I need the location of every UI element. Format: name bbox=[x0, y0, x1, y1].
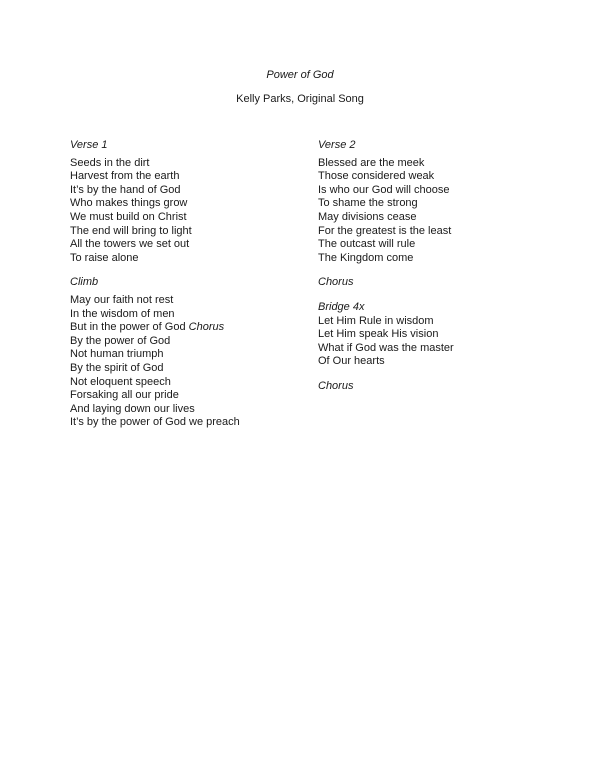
lyric-line: Seeds in the dirt bbox=[70, 156, 150, 169]
lyric-line: In the wisdom of men bbox=[70, 307, 175, 320]
verse-1-section bbox=[70, 139, 290, 265]
lyric-text: But in the power of God bbox=[70, 321, 189, 334]
lyric-line: All the towers we set out bbox=[70, 238, 190, 251]
lyric-line: Forsaking all our pride bbox=[70, 389, 179, 402]
song-title: Power of God bbox=[266, 69, 334, 81]
chorus-cue-heading: Chorus bbox=[318, 379, 354, 392]
lyric-line: Those considered weak bbox=[318, 170, 435, 183]
lyric-line: Not eloquent speech bbox=[70, 375, 171, 388]
lyric-line: To raise alone bbox=[70, 251, 139, 264]
climb-heading: Climb bbox=[70, 276, 99, 289]
chorus-cue-heading: Chorus bbox=[318, 276, 354, 289]
lyric-line: Harvest from the earth bbox=[70, 170, 180, 183]
lyric-line: Let Him speak His vision bbox=[318, 328, 439, 341]
left-column bbox=[70, 139, 290, 430]
lyric-line: It’s by the power of God we preach bbox=[70, 416, 240, 429]
lyric-line: Not human triumph bbox=[70, 348, 164, 361]
bridge-heading: Bridge 4x bbox=[318, 300, 365, 313]
lyric-line: It’s by the hand of God bbox=[70, 183, 181, 196]
lyric-line: May divisions cease bbox=[318, 210, 417, 223]
bridge-section bbox=[318, 301, 538, 369]
lyric-line: And laying down our lives bbox=[70, 402, 195, 415]
lyric-line: We must build on Christ bbox=[70, 210, 187, 223]
lyric-line: To shame the strong bbox=[318, 197, 418, 210]
lyric-line: Let Him Rule in wisdom bbox=[318, 314, 434, 327]
lyric-line: By the power of God bbox=[70, 334, 171, 347]
chorus-cue: Chorus bbox=[188, 321, 225, 334]
song-subtitle: Kelly Parks, Original Song bbox=[236, 93, 364, 105]
lyric-line: The outcast will rule bbox=[318, 238, 416, 251]
verse-2-section bbox=[318, 139, 538, 265]
lyric-line-with-cue bbox=[70, 321, 290, 335]
chorus-cue-section-1 bbox=[318, 276, 538, 290]
chorus-cue-section-2 bbox=[318, 380, 538, 394]
lyric-line: Of Our hearts bbox=[318, 355, 385, 368]
lyric-line: Blessed are the meek bbox=[318, 156, 425, 169]
lyric-line: By the spirit of God bbox=[70, 361, 164, 374]
lyric-line: What if God was the master bbox=[318, 341, 454, 354]
lyric-line: The end will bring to light bbox=[70, 224, 192, 237]
lyric-line: May our faith not rest bbox=[70, 293, 174, 306]
lyric-line: Who makes things grow bbox=[70, 197, 188, 210]
verse-2-heading: Verse 2 bbox=[318, 139, 356, 151]
lyric-line: For the greatest is the least bbox=[318, 224, 452, 237]
climb-section bbox=[70, 276, 290, 430]
lyric-line: The Kingdom come bbox=[318, 251, 414, 264]
verse-1-heading: Verse 1 bbox=[70, 139, 108, 151]
right-column bbox=[318, 139, 538, 394]
lyric-line: Is who our God will choose bbox=[318, 183, 450, 196]
